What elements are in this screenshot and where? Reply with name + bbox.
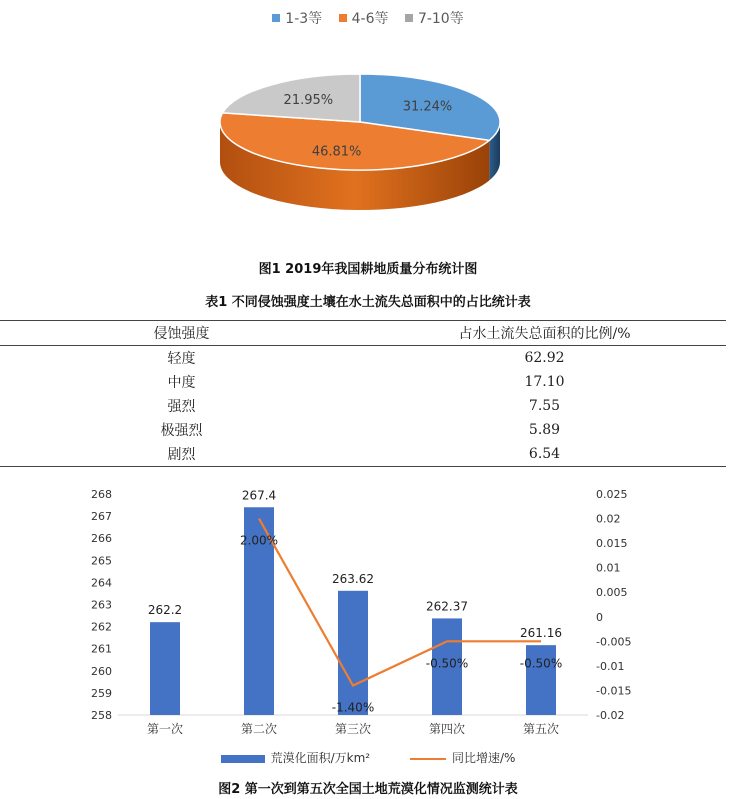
y-tick-label: 263 bbox=[91, 598, 112, 612]
y2-tick-label: -0.015 bbox=[596, 684, 632, 698]
pie-data-label: 21.95% bbox=[283, 93, 334, 109]
y2-tick-label: 0 bbox=[596, 610, 603, 624]
y-tick-label: 268 bbox=[91, 488, 112, 501]
desertification-chart bbox=[0, 478, 736, 744]
y2-tick-label: 0.025 bbox=[596, 488, 628, 501]
y2-tick-label: -0.005 bbox=[596, 635, 632, 649]
y-tick-label: 258 bbox=[91, 709, 112, 722]
y2-tick-label: 0.005 bbox=[596, 586, 628, 600]
legend-item-7-10 bbox=[405, 8, 464, 28]
bar-data-label: 267.4 bbox=[241, 488, 277, 503]
y2-tick-label: 0.015 bbox=[596, 537, 628, 551]
y-tick-label: 264 bbox=[91, 576, 112, 590]
bar-data-label: 262.2 bbox=[147, 603, 183, 618]
table-row bbox=[0, 442, 726, 467]
pie-data-label: 31.24% bbox=[402, 99, 453, 115]
legend-swatch bbox=[405, 14, 413, 22]
table1-caption: 表1 不同侵蚀强度土壤在水土流失总面积中的占比统计表 bbox=[205, 295, 531, 310]
y-tick-label: 261 bbox=[91, 642, 112, 656]
erosion-table bbox=[0, 320, 726, 467]
cell-intensity: 中度 bbox=[167, 375, 196, 391]
table-row bbox=[0, 370, 726, 394]
y-tick-label: 266 bbox=[91, 532, 112, 546]
cell-ratio: 6.54 bbox=[363, 442, 726, 467]
y2-tick-label: 0.02 bbox=[596, 512, 621, 526]
legend-swatch bbox=[410, 758, 446, 760]
y-axis-left bbox=[91, 488, 112, 722]
line-data-label: -1.40% bbox=[331, 700, 375, 715]
legend-item-line bbox=[410, 749, 515, 766]
y2-tick-label: -0.02 bbox=[596, 709, 625, 722]
x-tick-label: 第五次 bbox=[522, 722, 560, 736]
figure1-caption: 图1 2019年我国耕地质量分布统计图 bbox=[258, 262, 478, 277]
cell-ratio: 5.89 bbox=[528, 422, 561, 438]
x-tick-label: 第四次 bbox=[428, 722, 466, 736]
cell-ratio: 62.92 bbox=[524, 350, 565, 366]
header-ratio: 占水土流失总面积的比例/% bbox=[363, 321, 726, 346]
table-row bbox=[0, 418, 726, 442]
figure2-caption: 图2 第一次到第五次全国土地荒漠化情况监测统计表 bbox=[218, 782, 518, 797]
y-tick-label: 262 bbox=[91, 620, 112, 634]
growth-line bbox=[259, 519, 541, 686]
legend-swatch bbox=[221, 755, 265, 763]
y-axis-right bbox=[596, 488, 631, 722]
bar bbox=[150, 622, 180, 715]
cell-intensity: 剧烈 bbox=[0, 442, 363, 467]
y2-tick-label: 0.01 bbox=[596, 561, 621, 575]
bar-data-label: 261.16 bbox=[520, 626, 562, 641]
pie-data-label: 46.81% bbox=[311, 144, 362, 160]
cell-intensity: 极强烈 bbox=[160, 423, 203, 439]
legend-item-1-3 bbox=[272, 8, 322, 28]
legend-label: 4-6等 bbox=[351, 11, 389, 27]
y-tick-label: 260 bbox=[91, 664, 112, 678]
y2-tick-label: -0.01 bbox=[596, 659, 625, 673]
legend-label: 荒漠化面积/万km² bbox=[270, 751, 371, 765]
legend-label: 1-3等 bbox=[285, 11, 323, 27]
legend-swatch bbox=[272, 14, 280, 22]
cell-ratio: 17.10 bbox=[524, 374, 565, 390]
legend-label: 同比增速/% bbox=[451, 751, 516, 765]
legend-swatch bbox=[339, 14, 347, 22]
bar-data-label: 263.62 bbox=[332, 571, 374, 586]
cell-ratio: 7.55 bbox=[528, 398, 561, 414]
table-header-row bbox=[0, 321, 726, 346]
legend-label: 7-10等 bbox=[417, 11, 464, 27]
x-tick-label: 第二次 bbox=[240, 722, 278, 736]
table-row bbox=[0, 394, 726, 418]
bar bbox=[338, 591, 368, 715]
y-tick-label: 259 bbox=[91, 686, 112, 700]
line-series bbox=[259, 519, 541, 686]
combo-legend bbox=[0, 749, 736, 766]
pie-legend bbox=[0, 8, 736, 28]
bar-data-label: 262.37 bbox=[426, 599, 468, 614]
cell-intensity: 强烈 bbox=[167, 399, 196, 415]
cell-intensity: 轻度 bbox=[167, 351, 196, 367]
table-row bbox=[0, 346, 726, 371]
x-axis-labels bbox=[147, 721, 559, 736]
x-tick-label: 第一次 bbox=[146, 722, 184, 736]
line-data-label: -0.50% bbox=[425, 656, 469, 671]
header-erosion-intensity: 侵蚀强度 bbox=[0, 321, 363, 346]
y-tick-label: 267 bbox=[91, 510, 112, 524]
line-labels bbox=[240, 534, 562, 715]
y-tick-label: 265 bbox=[91, 554, 112, 568]
line-data-label: -0.50% bbox=[519, 656, 563, 671]
pie-chart bbox=[0, 40, 736, 250]
x-tick-label: 第三次 bbox=[334, 722, 372, 736]
legend-item-4-6 bbox=[339, 8, 389, 28]
legend-item-bar bbox=[221, 749, 371, 766]
line-data-label: 2.00% bbox=[239, 533, 279, 548]
